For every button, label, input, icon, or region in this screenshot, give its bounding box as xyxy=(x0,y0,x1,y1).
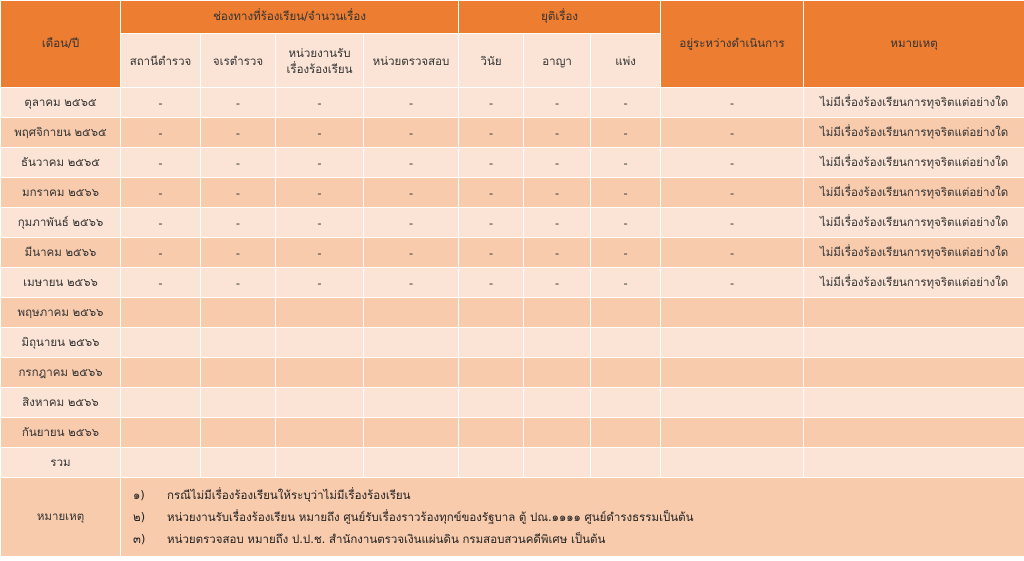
value-cell: - xyxy=(591,88,661,118)
month-cell: กุมภาพันธ์ ๒๕๖๖ xyxy=(1,208,121,238)
channel-police-inspector-header: จเรตำรวจ xyxy=(201,34,276,88)
remark-cell: ไม่มีเรื่องร้องเรียนการทุจริตแต่อย่างใด xyxy=(804,148,1024,178)
month-cell: สิงหาคม ๒๕๖๖ xyxy=(1,388,121,418)
month-cell: กันยายน ๒๕๖๖ xyxy=(1,418,121,448)
value-cell: - xyxy=(276,178,364,208)
total-value-cell xyxy=(201,448,276,478)
table-row xyxy=(1,118,1024,148)
value-cell: - xyxy=(201,208,276,238)
value-cell xyxy=(459,388,524,418)
note-text: หน่วยตรวจสอบ หมายถึง ป.ป.ช. สำนักงานตรวจเงินแผ่นดิน กรมสอบสวนคดีพิเศษ เป็นต้น xyxy=(167,532,606,546)
value-cell xyxy=(591,328,661,358)
value-cell xyxy=(459,358,524,388)
value-cell xyxy=(121,388,201,418)
value-cell xyxy=(524,358,591,388)
total-value-cell xyxy=(524,448,591,478)
month-cell: มิถุนายน ๒๕๖๖ xyxy=(1,328,121,358)
value-cell: - xyxy=(661,148,804,178)
total-value-cell xyxy=(591,448,661,478)
value-cell xyxy=(524,298,591,328)
table-row xyxy=(1,328,1024,358)
value-cell: - xyxy=(661,178,804,208)
value-cell: - xyxy=(276,268,364,298)
table-row xyxy=(1,358,1024,388)
value-cell xyxy=(121,418,201,448)
value-cell xyxy=(661,388,804,418)
note-item xyxy=(133,484,1024,506)
total-label: รวม xyxy=(1,448,121,478)
value-cell: - xyxy=(459,238,524,268)
value-cell xyxy=(276,298,364,328)
value-cell: - xyxy=(121,178,201,208)
channel-police-station-header: สถานีตำรวจ xyxy=(121,34,201,88)
value-cell: - xyxy=(459,148,524,178)
value-cell: - xyxy=(591,238,661,268)
value-cell: - xyxy=(524,178,591,208)
value-cell: - xyxy=(121,88,201,118)
table-row xyxy=(1,418,1024,448)
value-cell: - xyxy=(201,148,276,178)
value-cell: - xyxy=(591,148,661,178)
remark-cell xyxy=(804,418,1024,448)
value-cell: - xyxy=(201,268,276,298)
table-row xyxy=(1,388,1024,418)
total-value-cell xyxy=(121,448,201,478)
month-cell: พฤศจิกายน ๒๕๖๕ xyxy=(1,118,121,148)
value-cell: - xyxy=(121,208,201,238)
value-cell: - xyxy=(459,268,524,298)
value-cell: - xyxy=(121,148,201,178)
value-cell: - xyxy=(524,88,591,118)
month-cell: กรกฎาคม ๒๕๖๖ xyxy=(1,358,121,388)
value-cell: - xyxy=(661,208,804,238)
note-item xyxy=(133,528,1024,550)
value-cell xyxy=(591,388,661,418)
value-cell: - xyxy=(201,118,276,148)
value-cell xyxy=(524,328,591,358)
total-value-cell xyxy=(459,448,524,478)
value-cell xyxy=(591,358,661,388)
remark-cell: ไม่มีเรื่องร้องเรียนการทุจริตแต่อย่างใด xyxy=(804,268,1024,298)
value-cell: - xyxy=(591,208,661,238)
note-number: ๒) xyxy=(133,510,146,524)
value-cell xyxy=(524,388,591,418)
value-cell xyxy=(276,358,364,388)
value-cell xyxy=(459,418,524,448)
value-cell xyxy=(364,358,459,388)
value-cell xyxy=(591,418,661,448)
value-cell: - xyxy=(591,268,661,298)
value-cell xyxy=(364,328,459,358)
value-cell xyxy=(276,418,364,448)
channel-complaint-agency-header: หน่วยงานรับ เรื่องร้องเรียน xyxy=(276,34,364,88)
resolved-header: ยุติเรื่อง xyxy=(459,1,661,34)
value-cell: - xyxy=(201,178,276,208)
note-number: ๑) xyxy=(133,488,145,502)
value-cell xyxy=(121,358,201,388)
value-cell: - xyxy=(591,178,661,208)
value-cell: - xyxy=(459,88,524,118)
month-cell: มีนาคม ๒๕๖๖ xyxy=(1,238,121,268)
resolved-discipline-header: วินัย xyxy=(459,34,524,88)
remark-cell xyxy=(804,328,1024,358)
month-cell: ตุลาคม ๒๕๖๕ xyxy=(1,88,121,118)
value-cell xyxy=(459,328,524,358)
value-cell: - xyxy=(201,88,276,118)
value-cell xyxy=(524,418,591,448)
value-cell: - xyxy=(364,118,459,148)
month-cell: พฤษภาคม ๒๕๖๖ xyxy=(1,298,121,328)
total-value-cell xyxy=(364,448,459,478)
value-cell: - xyxy=(121,118,201,148)
remark-cell xyxy=(804,388,1024,418)
remark-cell: ไม่มีเรื่องร้องเรียนการทุจริตแต่อย่างใด xyxy=(804,208,1024,238)
remark-cell xyxy=(804,298,1024,328)
remark-cell: ไม่มีเรื่องร้องเรียนการทุจริตแต่อย่างใด xyxy=(804,178,1024,208)
value-cell: - xyxy=(524,148,591,178)
value-cell: - xyxy=(524,268,591,298)
table-row xyxy=(1,298,1024,328)
value-cell: - xyxy=(459,178,524,208)
value-cell xyxy=(201,418,276,448)
value-cell xyxy=(121,328,201,358)
notes-label: หมายเหตุ xyxy=(1,478,121,557)
month-cell: มกราคม ๒๕๖๖ xyxy=(1,178,121,208)
month-cell: ธันวาคม ๒๕๖๕ xyxy=(1,148,121,178)
remark-cell: ไม่มีเรื่องร้องเรียนการทุจริตแต่อย่างใด xyxy=(804,88,1024,118)
value-cell: - xyxy=(364,268,459,298)
value-cell xyxy=(364,298,459,328)
value-cell: - xyxy=(661,88,804,118)
total-value-cell xyxy=(276,448,364,478)
value-cell: - xyxy=(276,208,364,238)
month-year-header: เดือน/ปี xyxy=(1,1,121,88)
remark-cell xyxy=(804,358,1024,388)
value-cell: - xyxy=(364,178,459,208)
resolved-civil-header: แพ่ง xyxy=(591,34,661,88)
value-cell xyxy=(201,358,276,388)
value-cell: - xyxy=(364,208,459,238)
total-value-cell xyxy=(661,448,804,478)
value-cell: - xyxy=(524,238,591,268)
table-row xyxy=(1,148,1024,178)
value-cell xyxy=(121,298,201,328)
remark-cell: ไม่มีเรื่องร้องเรียนการทุจริตแต่อย่างใด xyxy=(804,118,1024,148)
value-cell: - xyxy=(276,148,364,178)
value-cell xyxy=(661,418,804,448)
month-cell: เมษายน ๒๕๖๖ xyxy=(1,268,121,298)
note-item xyxy=(133,506,1024,528)
table-row xyxy=(1,88,1024,118)
value-cell: - xyxy=(364,88,459,118)
note-text: หน่วยงานรับเรื่องร้องเรียน หมายถึง ศูนย์รับเรื่องราวร้องทุกข์ของรัฐบาล ตู้ ปณ.๑๑๑๑ ศูนย์ดำรงธรรมเป็นต้น xyxy=(167,510,694,524)
table-row xyxy=(1,178,1024,208)
value-cell xyxy=(276,388,364,418)
value-cell: - xyxy=(591,118,661,148)
value-cell: - xyxy=(276,88,364,118)
total-value-cell xyxy=(804,448,1024,478)
value-cell xyxy=(364,388,459,418)
value-cell xyxy=(201,328,276,358)
value-cell: - xyxy=(524,118,591,148)
complaint-channel-header: ช่องทางที่ร้องเรียน/จำนวนเรื่อง xyxy=(121,1,459,34)
table-row xyxy=(1,238,1024,268)
value-cell: - xyxy=(121,238,201,268)
value-cell xyxy=(276,328,364,358)
value-cell xyxy=(661,358,804,388)
value-cell xyxy=(661,328,804,358)
value-cell xyxy=(201,298,276,328)
value-cell: - xyxy=(459,118,524,148)
notes-row xyxy=(1,478,1024,557)
remarks-header: หมายเหตุ xyxy=(804,1,1024,88)
value-cell: - xyxy=(661,118,804,148)
value-cell: - xyxy=(276,118,364,148)
in-progress-header: อยู่ระหว่างดำเนินการ xyxy=(661,1,804,88)
value-cell: - xyxy=(661,268,804,298)
value-cell xyxy=(661,298,804,328)
note-text: กรณีไม่มีเรื่องร้องเรียนให้ระบุว่าไม่มีเรื่องร้องเรียน xyxy=(167,488,411,502)
channel-audit-agency-header: หน่วยตรวจสอบ xyxy=(364,34,459,88)
resolved-criminal-header: อาญา xyxy=(524,34,591,88)
value-cell: - xyxy=(276,238,364,268)
value-cell xyxy=(591,298,661,328)
value-cell: - xyxy=(364,238,459,268)
value-cell: - xyxy=(459,208,524,238)
value-cell xyxy=(459,298,524,328)
notes-content xyxy=(121,478,1024,557)
note-number: ๓) xyxy=(133,532,146,546)
value-cell: - xyxy=(524,208,591,238)
remark-cell: ไม่มีเรื่องร้องเรียนการทุจริตแต่อย่างใด xyxy=(804,238,1024,268)
table-row xyxy=(1,208,1024,238)
total-row xyxy=(1,448,1024,478)
value-cell xyxy=(364,418,459,448)
value-cell xyxy=(201,388,276,418)
value-cell: - xyxy=(364,148,459,178)
table-row xyxy=(1,268,1024,298)
value-cell: - xyxy=(201,238,276,268)
value-cell: - xyxy=(121,268,201,298)
value-cell: - xyxy=(661,238,804,268)
